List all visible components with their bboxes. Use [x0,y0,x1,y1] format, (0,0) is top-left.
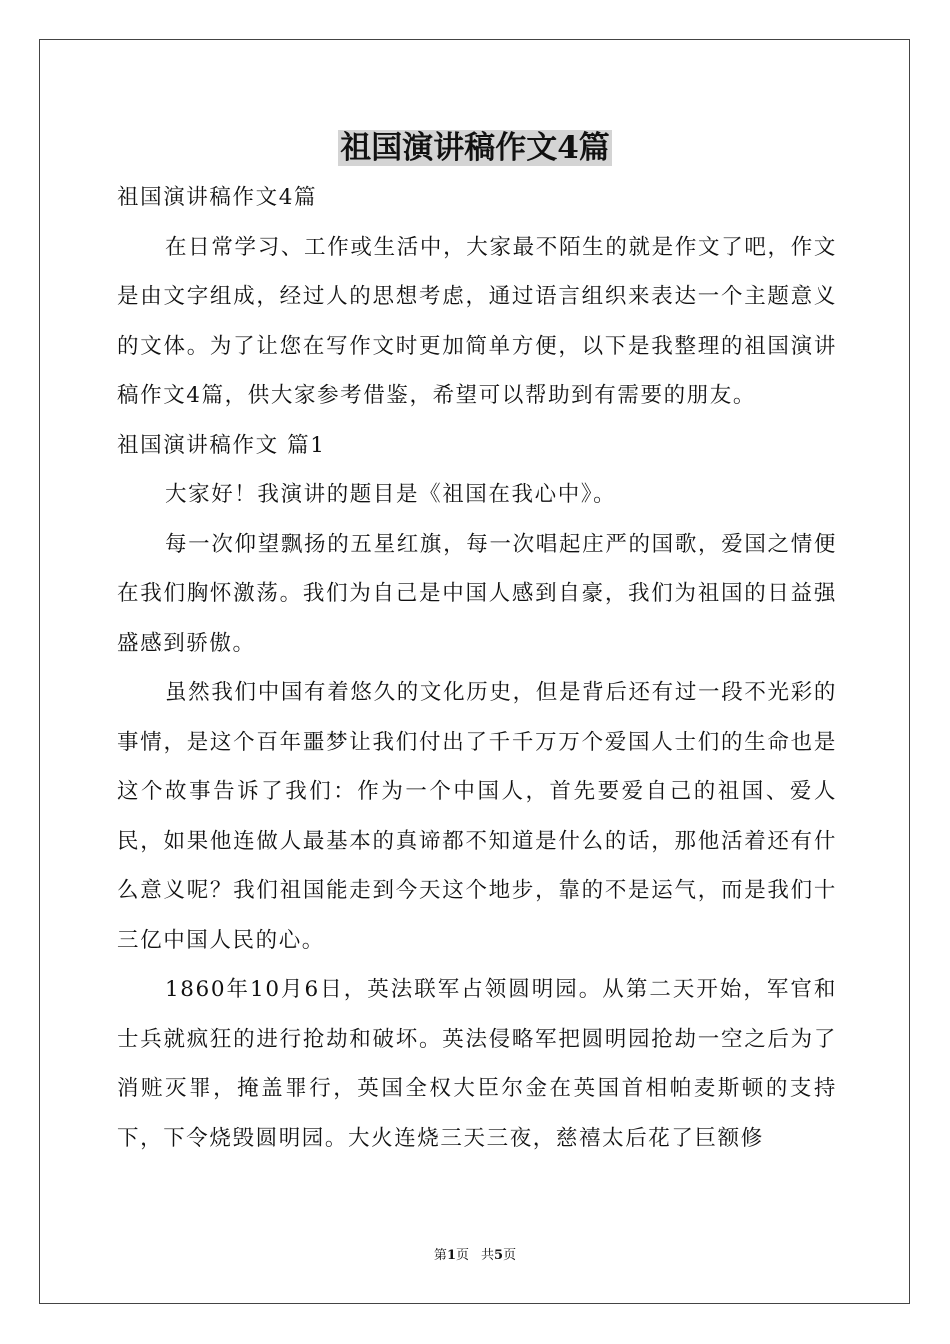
total-prefix: 共 [481,1248,495,1263]
section-heading: 祖国演讲稿作文 篇1 [117,432,326,458]
paragraph: 每一次仰望飘扬的五星红旗，每一次唱起庄严的国歌，爱国之情便在我们胸怀激荡。我们为自己是中国人感到自豪，我们为祖国的日益强盛感到骄傲。 [117,531,837,656]
page-suffix: 页 [455,1248,469,1263]
total-suffix: 页 [503,1248,517,1263]
page-footer [0,1246,950,1266]
page-prefix: 第 [433,1248,447,1263]
paragraph: 1860年10月6日，英法联军占领圆明园。从第二天开始，军官和士兵就疯狂的进行抢劫和破坏。英法侵略军把圆明园抢劫一空之后为了消赃灭罪，掩盖罪行，英国全权大臣尔金在英国首相帕麦斯顿的支持下，下令烧毁圆明园。大火连烧三天三夜，慈禧太后花了巨额修 [117,977,837,1151]
document-body [117,173,837,1163]
paragraph: 在日常学习、工作或生活中，大家最不陌生的就是作文了吧，作文是由文字组成，经过人的思想考虑，通过语言组织来表达一个主题意义的文体。为了让您在写作文时更加简单方便，以下是我整理的祖国演讲稿作文4篇，供大家参考借鉴，希望可以帮助到有需要的朋友。 [117,234,837,408]
current-page-number: 1 [446,1248,456,1263]
document-title [0,124,950,172]
paragraph: 祖国演讲稿作文4篇 [117,185,318,210]
paragraph: 大家好！我演讲的题目是《祖国在我心中》。 [165,482,617,507]
document-title-text: 祖国演讲稿作文4篇 [340,130,610,166]
paragraph: 虽然我们中国有着悠久的文化历史，但是背后还有过一段不光彩的事情，是这个百年噩梦让我们付出了千千万万个爱国人士们的生命也是这个故事告诉了我们：作为一个中国人，首先要爱自己的祖国、爱人民，如果他连做人最基本的真谛都不知道是什么的话，那他活着还有什么意义呢？我们祖国能走到今天这个地步，靠的不是运气，而是我们十三亿中国人民的心。 [117,680,837,953]
total-page-count: 5 [494,1248,504,1263]
